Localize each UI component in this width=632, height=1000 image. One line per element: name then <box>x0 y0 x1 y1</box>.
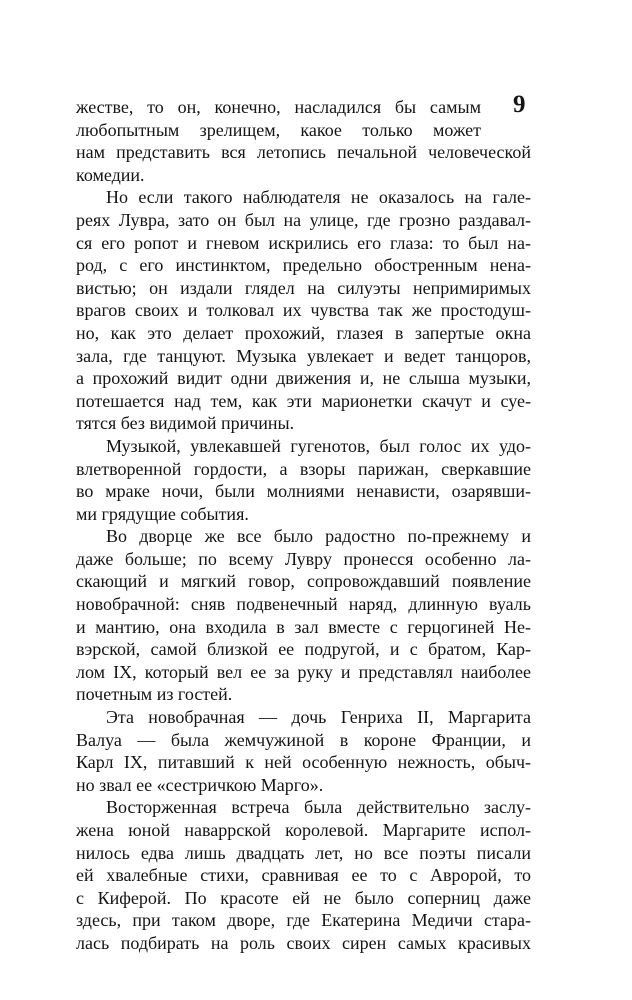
text-line: ся его ропот и гневом искрились его глаза: то был на- <box>76 232 531 253</box>
text-line: Во дворце же все было радостно по-прежнему и <box>106 526 531 547</box>
text-line: а прохожий видит одни движения и, не слыша музыки, <box>76 368 531 389</box>
text-line: почетным из гостей. <box>76 684 233 705</box>
text-line: любопытным зрелищем, какое только может <box>76 119 481 140</box>
text-line: жена юной наваррской королевой. Маргарите испол- <box>76 820 531 840</box>
text-line: нам представить вся летопись печальной человеческой <box>76 142 531 163</box>
paragraph <box>76 186 531 435</box>
text-line: во мраке ночи, были молниями ненависти, озарявши- <box>76 481 531 502</box>
text-line: Карл IX, питавший к ней особенную нежность, обыч- <box>76 752 531 773</box>
text-line: вистью; он издали глядел на силуэты непримиримых <box>76 277 531 298</box>
text-line: зала, где танцуют. Музыка увлекает и ведет танцоров, <box>76 345 531 366</box>
text-line: лом IX, который вел ее за руку и представлял наиболее <box>76 661 531 682</box>
paragraph <box>76 796 531 954</box>
text-line: здесь, при таком дворе, где Екатерина Медичи стара- <box>76 910 531 931</box>
text-line: новобрачной: сняв подвенечный наряд, длинную вуаль <box>76 594 531 615</box>
text-line: даже больше; по всему Лувру пронесся особенно ла- <box>76 548 531 569</box>
text-line: ей хвалебные стихи, сравнивая ее то с Авророй, то <box>76 865 531 886</box>
body-text <box>76 96 531 955</box>
paragraph <box>76 435 531 525</box>
text-line: и мантию, она входила в зал вместе с герцогиней Не- <box>76 616 531 637</box>
text-line: врагов своих и толковал их чувства так же простодуш- <box>76 300 531 321</box>
text-line: нилось едва лишь двадцать лет, но все поэты писали <box>76 842 531 863</box>
text-line: Валуа — была жемчужиной в короне Франции, и <box>76 729 531 750</box>
text-line: но звал ее «сестричкою Марго». <box>76 774 324 795</box>
paragraph <box>76 96 531 186</box>
text-line: потешается над тем, как эти марионетки скачут и суе- <box>76 390 531 411</box>
text-line: вэрской, самой близкой ее подругой, и с братом, Кар- <box>76 639 531 660</box>
text-line: влетворенной гордости, а взоры парижан, сверкавшие <box>76 458 531 479</box>
paragraph <box>76 706 531 796</box>
text-line: Восторженная встреча была действительно заслу- <box>106 797 531 818</box>
text-line: но, как это делает прохожий, глазея в запертые окна <box>76 322 531 343</box>
text-line: Музыкой, увлекавшей гугенотов, был голос их удо- <box>106 435 531 456</box>
text-line: комедии. <box>76 164 145 185</box>
text-line: род, с его инстинктом, предельно обостренным нена- <box>76 255 531 276</box>
text-line: лась подбирать на роль своих сирен самых красивых <box>76 932 531 953</box>
text-line: реях Лувра, зато он был на улице, где грозно раздавал- <box>76 209 531 230</box>
page-number: 9 <box>513 91 526 118</box>
text-line: Но если такого наблюдателя не оказалось на гале- <box>106 187 531 208</box>
text-line: ми грядущие события. <box>76 503 249 524</box>
text-line: с Киферой. По красоте ей не было соперниц даже <box>76 887 531 908</box>
text-line: тятся без видимой причины. <box>76 413 295 434</box>
text-line: Эта новобрачная — дочь Генриха II, Маргарита <box>106 707 531 728</box>
paragraph <box>76 525 531 706</box>
text-line: жестве, то он, конечно, насладился бы самым <box>76 97 481 117</box>
text-line: скающий и мягкий говор, сопровождавший появление <box>76 571 531 592</box>
